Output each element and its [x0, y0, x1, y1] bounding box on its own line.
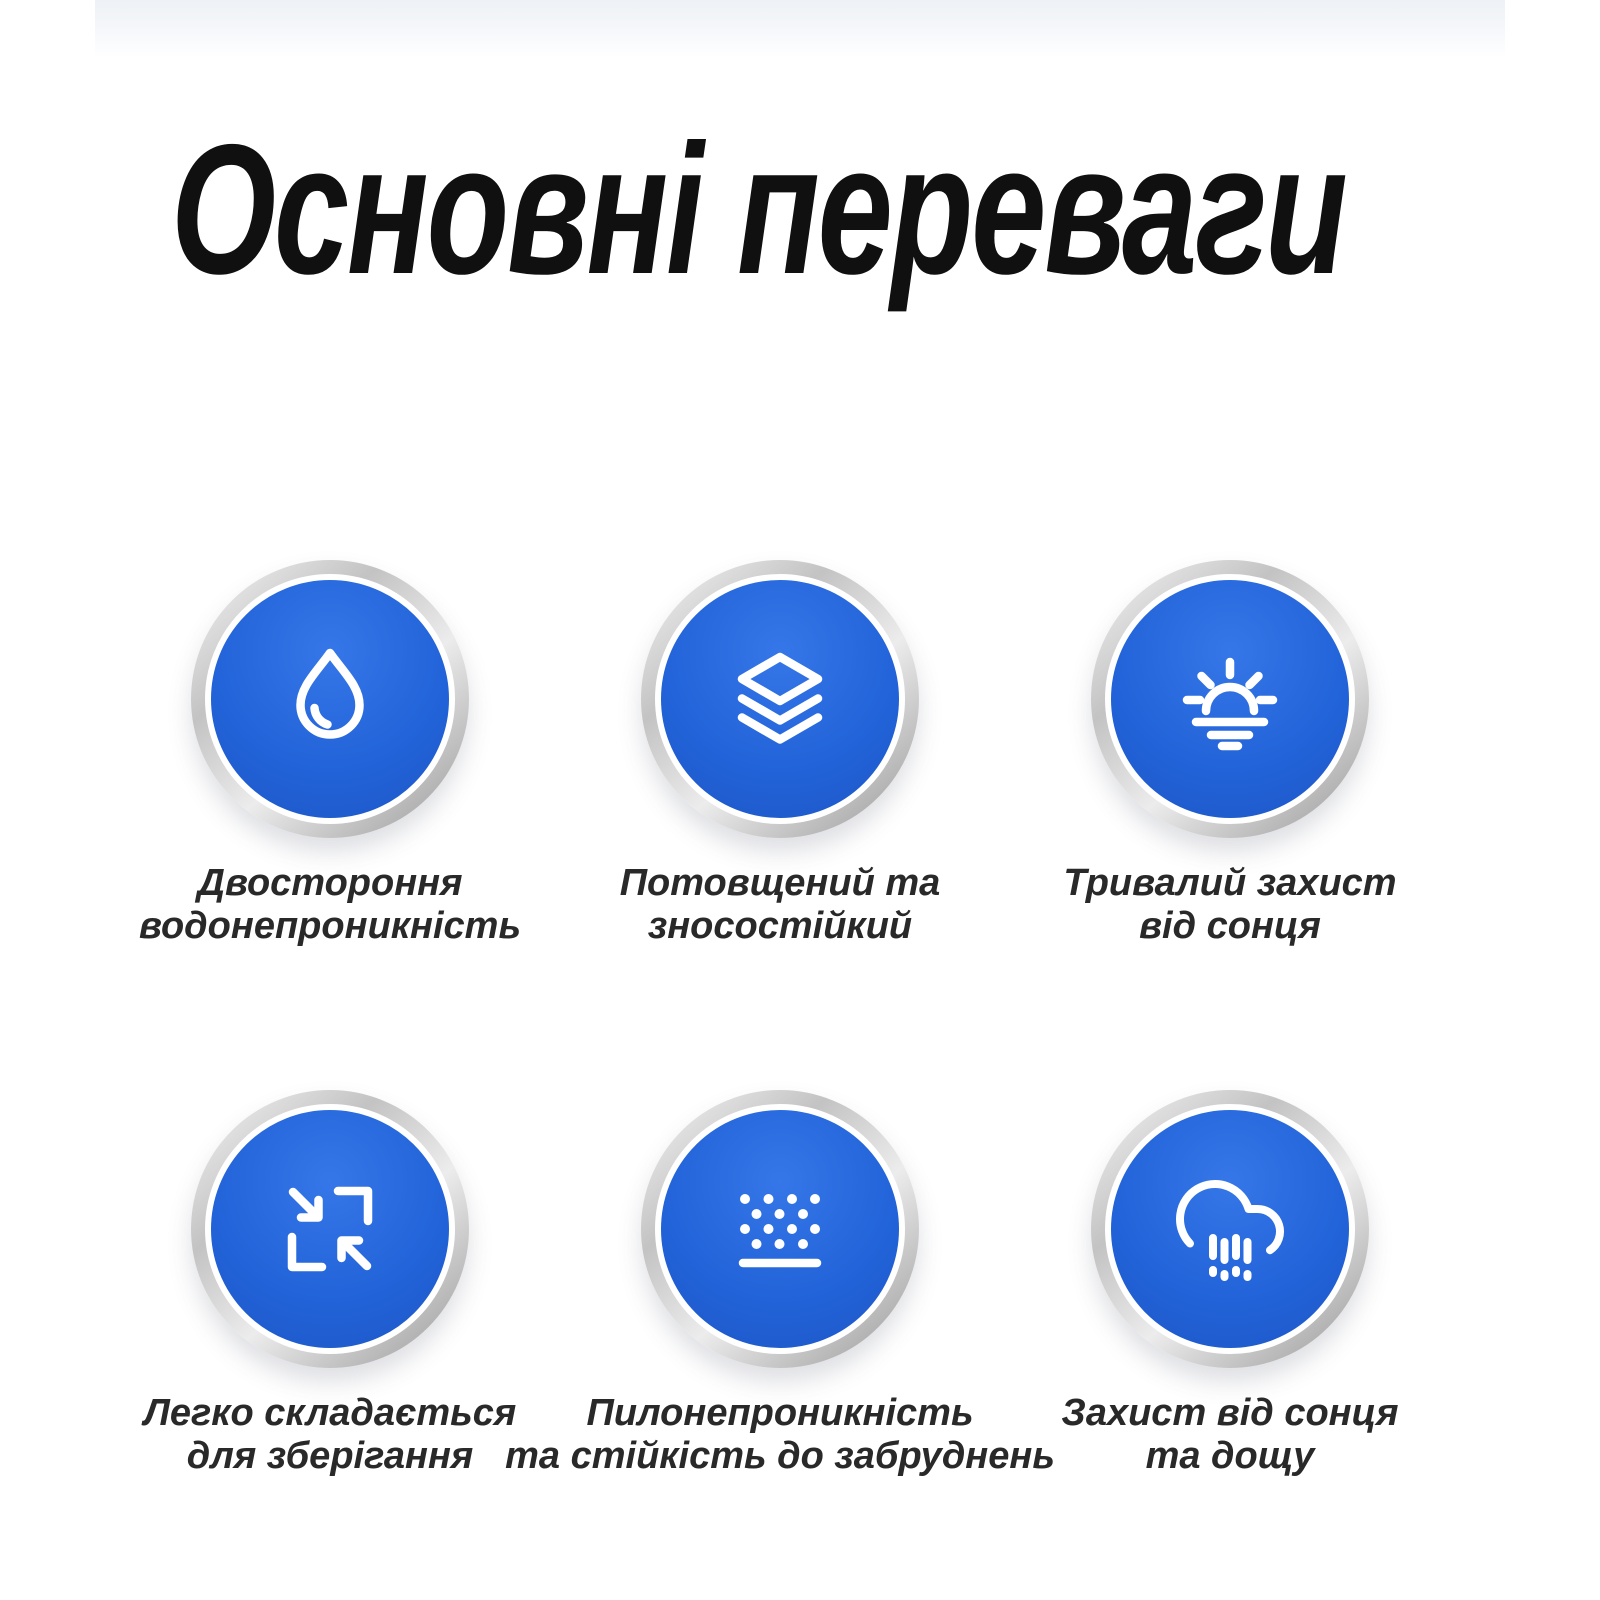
- dust-particles-icon: [720, 1169, 840, 1289]
- feature-label-line: водонепроникність: [138, 904, 522, 947]
- feature-label-line: та дощу: [1145, 1434, 1315, 1477]
- feature-badge: [641, 560, 919, 838]
- feature-card-wear-resistant: [555, 560, 1005, 948]
- feature-label-line: від сонця: [1139, 904, 1321, 947]
- feature-label-line: Захист від сонця: [1061, 1391, 1399, 1434]
- feature-label-line: Двостороння: [197, 862, 463, 904]
- feature-badge-face: [655, 1104, 905, 1354]
- layers-icon: [720, 639, 840, 759]
- feature-label-line: для зберігання: [186, 1434, 474, 1477]
- rain-cloud-icon: [1170, 1169, 1290, 1289]
- feature-label: [144, 1392, 517, 1478]
- feature-label: [505, 1392, 1055, 1478]
- feature-badge-face: [1105, 574, 1355, 824]
- water-drop-icon: [270, 639, 390, 759]
- feature-badge: [1091, 560, 1369, 838]
- feature-card-rain-protection: [1005, 1090, 1455, 1478]
- feature-label-line: та стійкість до забруднень: [505, 1434, 1055, 1477]
- feature-card-waterproof: [105, 560, 555, 948]
- feature-label: [1063, 862, 1396, 948]
- feature-label-line: Потовщений та: [619, 862, 941, 904]
- feature-badge: [191, 1090, 469, 1368]
- feature-badge: [1091, 1090, 1369, 1368]
- page-title: Основні переваги: [171, 107, 1346, 313]
- feature-label: [139, 862, 521, 948]
- feature-badge-face: [1105, 1104, 1355, 1354]
- feature-badge-face: [205, 1104, 455, 1354]
- feature-badge-face: [205, 574, 455, 824]
- feature-label-line: зносостійкий: [647, 904, 913, 947]
- feature-card-sun-protection: [1005, 560, 1455, 948]
- feature-label-line: Тривалий захист: [1063, 862, 1397, 904]
- features-grid: [105, 560, 1600, 1478]
- feature-card-foldable: [105, 1090, 555, 1478]
- sunset-icon: [1170, 639, 1290, 759]
- fold-arrows-icon: [270, 1169, 390, 1289]
- feature-label: [1061, 1392, 1398, 1478]
- feature-badge: [191, 560, 469, 838]
- feature-badge-face: [655, 574, 905, 824]
- feature-label-line: Легко складається: [143, 1391, 517, 1434]
- feature-card-dustproof: [505, 1090, 1055, 1478]
- feature-label: [620, 862, 941, 948]
- feature-badge: [641, 1090, 919, 1368]
- feature-label-line: Пилонепроникність: [586, 1391, 974, 1434]
